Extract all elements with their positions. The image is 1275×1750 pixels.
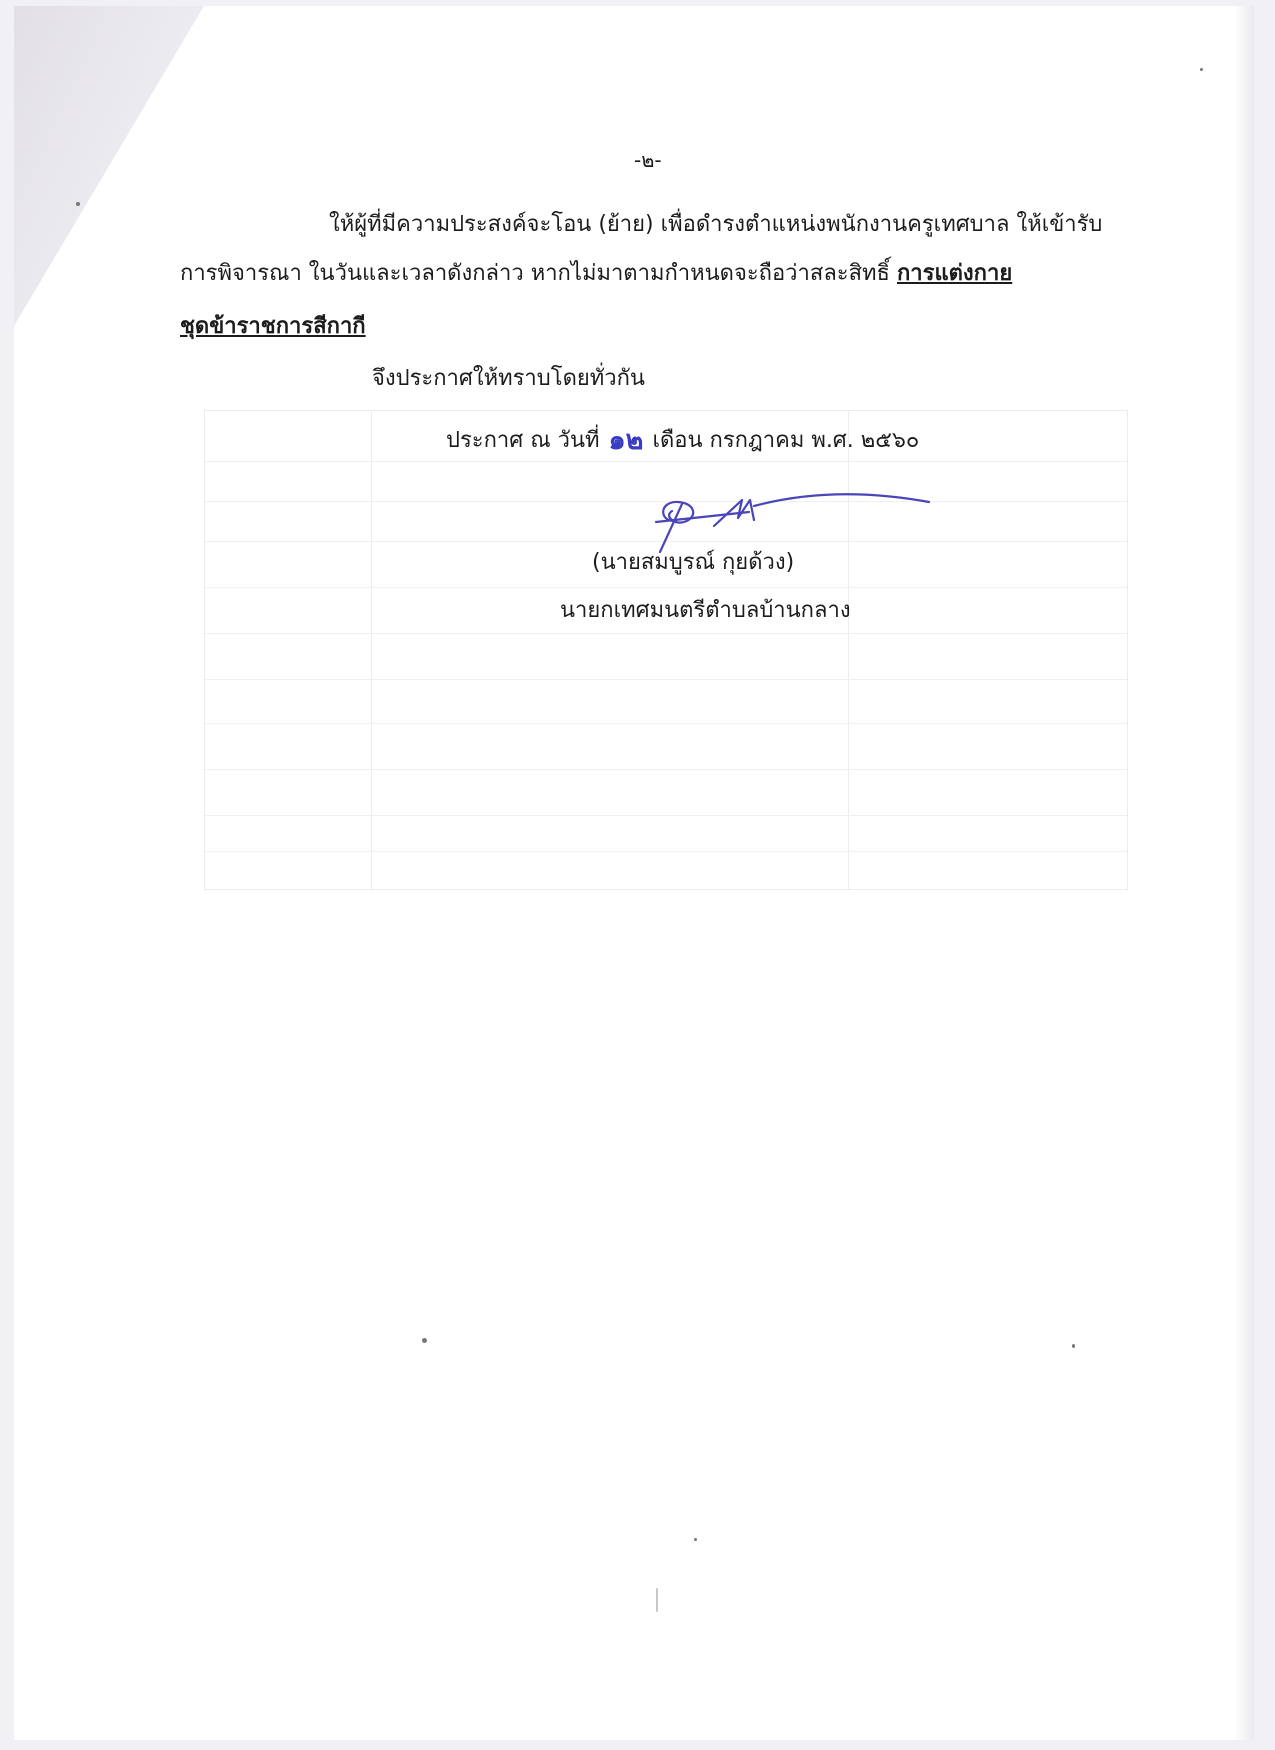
- announcement-date: [446, 425, 919, 457]
- page-number: -๒-: [634, 148, 662, 172]
- folded-corner: [14, 6, 204, 326]
- closing-statement: จึงประกาศให้ทราบโดยทั่วกัน: [372, 366, 645, 391]
- document-page: [14, 6, 1254, 1740]
- page-edge-shadow: [1234, 6, 1254, 1740]
- date-suffix: เดือน กรกฎาคม พ.ศ. ๒๕๖๐: [652, 428, 920, 453]
- signer-name: (นายสมบูรณ์ กุยด้วง): [592, 550, 795, 575]
- dress-code-emphasis-continued: ชุดข้าราชการสีกากี: [180, 314, 366, 339]
- paragraph-line-2-text: การพิจารณา ในวันและเวลาดังกล่าว หากไม่มาตามกำหนดจะถือว่าสละสิทธิ์: [180, 261, 897, 286]
- scan-speck: [694, 1538, 697, 1541]
- date-day-handwritten: ๑๒: [608, 425, 644, 456]
- paragraph-line-2: [180, 261, 1012, 287]
- scan-speck: [422, 1338, 427, 1343]
- handwritten-signature: [654, 486, 934, 556]
- paragraph-line-1: ให้ผู้ที่มีความประสงค์จะโอน (ย้าย) เพื่อดำรงตำแหน่งพนักงานครูเทศบาล ให้เข้ารับ: [329, 212, 1103, 237]
- bleed-through-table: [204, 410, 1128, 890]
- scan-speck: [1200, 68, 1203, 71]
- date-prefix: ประกาศ ณ วันที่: [446, 428, 600, 453]
- scan-speck: [656, 1588, 658, 1612]
- scan-speck: [76, 202, 80, 206]
- signer-title: นายกเทศมนตรีตำบลบ้านกลาง: [560, 598, 851, 623]
- dress-code-emphasis: การแต่งกาย: [896, 261, 1013, 286]
- scan-speck: [1072, 1344, 1075, 1348]
